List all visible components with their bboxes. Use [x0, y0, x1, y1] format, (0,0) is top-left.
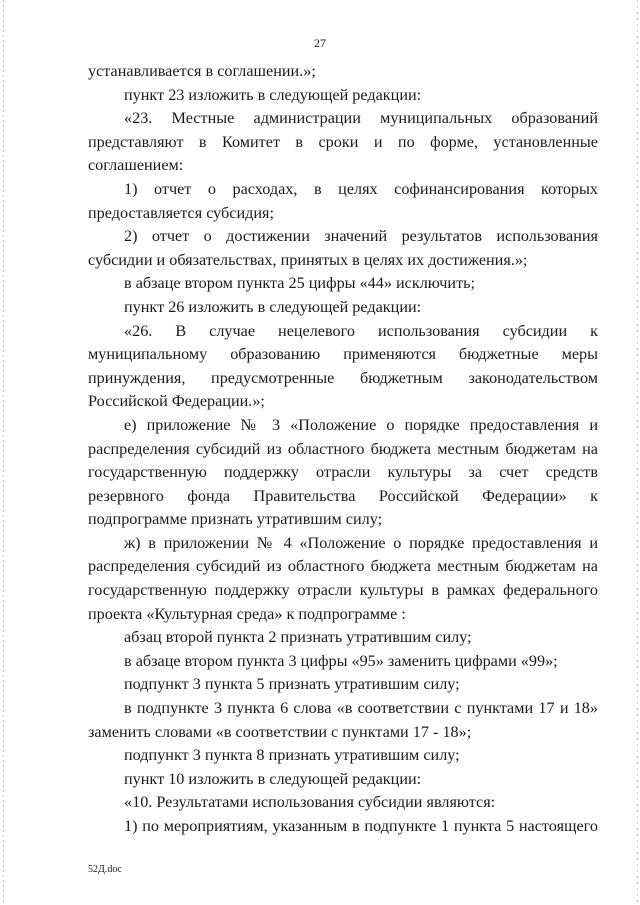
document-body [88, 60, 598, 839]
paragraph-3: «23. Местные администрации муниципальных образований представляют в Комитет в сроки и по форме, установленные соглашением: [88, 109, 598, 175]
page-number: 27 [314, 36, 326, 50]
paragraph-6: в абзаце втором пункта 25 цифры «44» исключить; [124, 274, 476, 293]
paragraph-12: в абзаце втором пункта 3 цифры «95» заменить цифрами «99»; [124, 651, 558, 670]
paragraph-7: пункт 26 изложить в следующей редакции: [124, 297, 422, 316]
paragraph-17: «10. Результатами использования субсидии являются: [124, 793, 496, 812]
footer-filename: 52Д.doc [88, 864, 122, 875]
paragraph-18: 1) по мероприятиям, указанным в подпункте 1 пункта 5 настоящего [124, 817, 598, 835]
scan-edge-left [3, 0, 4, 905]
paragraph-11: абзац второй пункта 2 признать утратившим силу; [124, 628, 472, 647]
paragraph-10: ж) в приложении № 4 «Положение о порядке предоставления и распределения субсидий из областного бюджета местным бюджетам на государственную поддержку отрасли культуры в рамках федерального проекта «Культурная среда» к подпрограмме : [88, 533, 598, 623]
paragraph-5: 2) отчет о достижении значений результатов использования субсидии и обязательствах, принятых в целях их достижения.»; [88, 227, 598, 269]
paragraph-13: подпункт 3 пункта 5 признать утратившим силу; [124, 675, 460, 694]
paragraph-16: пункт 10 изложить в следующей редакции: [124, 769, 422, 788]
paragraph-14: в подпункте 3 пункта 6 слова «в соответствии с пунктами 17 и 18» заменить словами «в соответствии с пунктами 17 - 18»; [88, 699, 598, 741]
paragraph-2: пункт 23 изложить в следующей редакции: [124, 85, 422, 104]
paragraph-1: устанавливается в соглашении.»; [88, 62, 316, 80]
paragraph-8: «26. В случае нецелевого использования субсидии к муниципальному образованию применяются бюджетные меры принуждения, предусмотренные бюджетным законодательством Российской Федерации.»; [88, 321, 598, 411]
paragraph-15: подпункт 3 пункта 8 признать утратившим силу; [124, 746, 460, 765]
paragraph-9: е) приложение № 3 «Положение о порядке предоставления и распределения субсидий из областного бюджета местным бюджетам на государственную поддержку отрасли культуры за счет средств резервного фонда Правительства Российской Федерации» к подпрограмме признать утратившим силу; [88, 415, 598, 529]
scan-edge-right [637, 0, 638, 905]
paragraph-4: 1) отчет о расходах, в целях софинансирования которых предоставляется субсидия; [88, 179, 598, 222]
